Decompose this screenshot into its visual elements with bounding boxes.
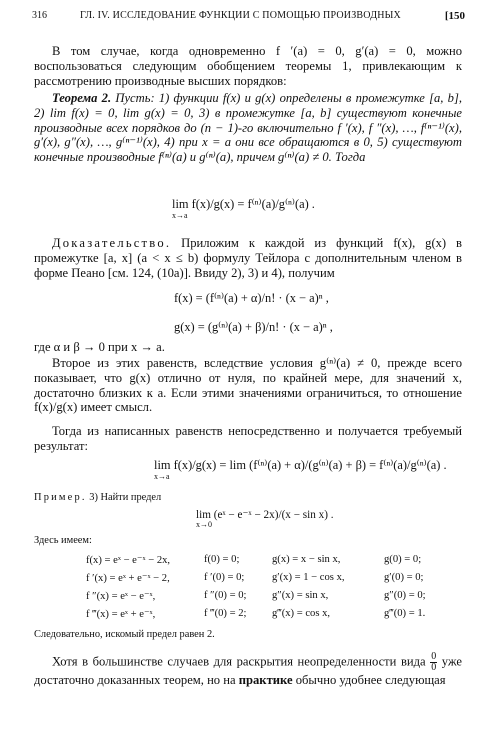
derivative-row-0-f0: f(0) = 0; <box>204 554 240 565</box>
taylor-eq-f: f(x) = (f⁽ⁿ⁾(a) + α)/n! · (x − a)ⁿ , <box>174 291 329 305</box>
derivative-row-1-f0: f ′(0) = 0; <box>204 572 245 583</box>
example-text: 3) Найти предел <box>89 492 162 503</box>
derivative-row-3-g0: g‴(0) = 1. <box>384 608 426 619</box>
example-label: Пример. <box>34 492 87 503</box>
intro-paragraph: В том случае, когда одновременно f ′(a) = 0, g′(a) = 0, можно воспользоваться следующим обобщением теоремы 1, привлекающим к рассмотрению производные высших порядков: <box>34 44 462 88</box>
closing-text-b: уже достаточно доказанных теорем, но на <box>34 654 462 687</box>
derivative-row-3-f: f ‴(x) = eˣ + e⁻ˣ, <box>86 609 156 620</box>
derivative-row-0-g: g(x) = x − sin x, <box>272 554 341 565</box>
example-limit <box>196 508 334 529</box>
example-limit-text: lim (eˣ − e⁻ˣ − 2x)/(x − sin x) . <box>196 509 334 521</box>
result-formula <box>154 457 447 481</box>
zero-over-zero-fraction <box>430 652 437 673</box>
derivative-row-3-f0: f ‴(0) = 2; <box>204 608 247 619</box>
where-line: где α и β → 0 при x → a. <box>34 340 165 354</box>
chapter-title: ГЛ. IV. ИССЛЕДОВАНИЕ ФУНКЦИИ С ПОМОЩЬЮ ПРОИЗВОДНЫХ <box>80 10 401 21</box>
closing-text-c: обычно удобнее следующая <box>295 673 446 687</box>
theorem-formula <box>172 196 315 220</box>
proof-text: Приложим к каждой из функций f(x), g(x) в промежутке [a, x] (a < x ≤ b) формулу Тейлора с дополнительным членом в форме Пеано [см. 124, (10a)]. Ввиду 2), 3) и 4), получим <box>34 236 462 280</box>
derivative-row-0-f: f(x) = eˣ − e⁻ˣ − 2x, <box>86 555 171 566</box>
here-label: Здесь имеем: <box>34 535 92 546</box>
theorem-paragraph <box>34 91 462 165</box>
derivative-row-1-g: g′(x) = 1 − cos x, <box>272 572 345 583</box>
result-formula-text: lim f(x)/g(x) = lim (f⁽ⁿ⁾(a) + α)/(g⁽ⁿ⁾(a) + β) = f⁽ⁿ⁾(a)/g⁽ⁿ⁾(a) . <box>154 458 447 472</box>
derivative-row-2-f: f ″(x) = eˣ − e⁻ˣ, <box>86 591 156 602</box>
closing-bold-word: практике <box>238 673 293 687</box>
result-formula-sub: x→a <box>154 472 170 481</box>
section-marker: [150 <box>444 10 465 22</box>
derivative-row-3-g: g‴(x) = cos x, <box>272 608 331 619</box>
example-limit-sub: x→0 <box>196 520 212 529</box>
proof-paragraph-3: Тогда из написанных равенств непосредственно и получается требуемый результат: <box>34 424 462 453</box>
proof-paragraph <box>34 236 462 280</box>
derivative-row-1-g0: g′(0) = 0; <box>384 572 424 583</box>
theorem-formula-sub: x→a <box>172 211 188 220</box>
proof-paragraph-2: Второе из этих равенств, вследствие условия g⁽ⁿ⁾(a) ≠ 0, прежде всего показывает, что g(x) отлично от нуля, по крайней мере, для значений x, достаточно близких к a. Если этими значениями ограничиться, то отношение f(x)/g(x) имеет смысл. <box>34 356 462 415</box>
derivative-row-2-g0: g″(0) = 0; <box>384 590 426 601</box>
theorem-title: Теорема 2. <box>52 91 112 105</box>
fraction-denominator: 0 <box>431 662 437 673</box>
theorem-body: Пусть: 1) функции f(x) и g(x) определены в промежутке [a, b], 2) lim f(x) = 0, lim g(x) = 0, 3) в промежутке [a, b] существуют конечные производные всех порядков до (n − 1)-го включительно f ′(x), f ″(x), …, f⁽ⁿ⁻¹⁾(x), g′(x), g″(x), …, g⁽ⁿ⁻¹⁾(x), 4) при x = a они все обращаются в 0, 5) существуют конечные производные f⁽ⁿ⁾(a) и g⁽ⁿ⁾(a), причем g⁽ⁿ⁾(a) ≠ 0. Тогда <box>34 91 463 165</box>
closing-text-a: Хотя в большинстве случаев для раскрытия неопределенности вида <box>52 654 426 669</box>
example-paragraph <box>34 491 462 504</box>
derivative-row-2-g: g″(x) = sin x, <box>272 590 329 601</box>
proof-label: Доказательство. <box>52 236 172 250</box>
theorem-formula-text: lim f(x)/g(x) = f⁽ⁿ⁾(a)/g⁽ⁿ⁾(a) . <box>172 197 315 211</box>
page-number: 316 <box>32 10 47 21</box>
running-header <box>0 10 487 26</box>
derivative-row-2-f0: f ″(0) = 0; <box>204 590 247 601</box>
taylor-eq-g: g(x) = (g⁽ⁿ⁾(a) + β)/n! · (x − a)ⁿ , <box>174 320 333 334</box>
derivative-row-0-g0: g(0) = 0; <box>384 554 422 565</box>
derivative-row-1-f: f ′(x) = eˣ + e⁻ˣ − 2, <box>86 573 170 584</box>
closing-paragraph <box>34 652 462 688</box>
fraction-numerator: 0 <box>431 651 437 662</box>
example-conclusion: Следовательно, искомый предел равен 2. <box>34 629 215 640</box>
